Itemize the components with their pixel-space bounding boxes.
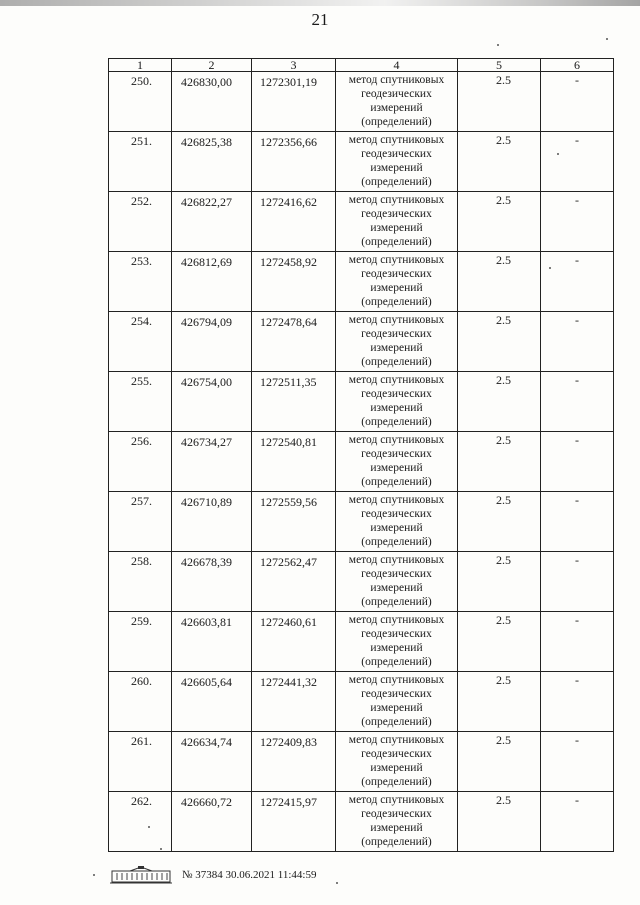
method-cell: метод спутниковых геодезических измерений (определений) (336, 792, 458, 852)
accuracy-cell: 2.5 (458, 732, 541, 792)
coordinate-y-cell: 1272559,56 (252, 492, 336, 552)
registry-building-stamp-icon (110, 866, 174, 884)
method-cell: метод спутниковых геодезических измерений (определений) (336, 192, 458, 252)
point-number-cell: 260. (109, 672, 172, 732)
coordinate-y-cell: 1272460,61 (252, 612, 336, 672)
table-row (109, 792, 614, 852)
point-number-cell: 258. (109, 552, 172, 612)
table-row (109, 492, 614, 552)
coordinate-x-cell: 426830,00 (172, 72, 252, 132)
coordinate-x-cell: 426734,27 (172, 432, 252, 492)
table-body (109, 72, 614, 852)
note-cell: - (541, 312, 614, 372)
coordinate-y-cell: 1272416,62 (252, 192, 336, 252)
coordinate-y-cell: 1272511,35 (252, 372, 336, 432)
point-number-cell: 251. (109, 132, 172, 192)
page-number: 21 (311, 10, 329, 29)
note-cell: - (541, 612, 614, 672)
note-cell: - (541, 372, 614, 432)
method-cell: метод спутниковых геодезических измерений (определений) (336, 252, 458, 312)
coordinate-x-cell: 426822,27 (172, 192, 252, 252)
coordinate-y-cell: 1272478,64 (252, 312, 336, 372)
note-cell: - (541, 192, 614, 252)
note-cell: - (541, 492, 614, 552)
table-row (109, 732, 614, 792)
coordinate-x-cell: 426825,38 (172, 132, 252, 192)
table-row (109, 552, 614, 612)
accuracy-cell: 2.5 (458, 252, 541, 312)
table-row (109, 372, 614, 432)
header-col-5: 5 (458, 59, 541, 72)
table-row (109, 192, 614, 252)
accuracy-cell: 2.5 (458, 492, 541, 552)
coordinate-x-cell: 426605,64 (172, 672, 252, 732)
coordinate-y-cell: 1272415,97 (252, 792, 336, 852)
coordinate-y-cell: 1272301,19 (252, 72, 336, 132)
note-cell: - (541, 552, 614, 612)
accuracy-cell: 2.5 (458, 372, 541, 432)
point-number-cell: 262. (109, 792, 172, 852)
coordinate-x-cell: 426710,89 (172, 492, 252, 552)
accuracy-cell: 2.5 (458, 792, 541, 852)
coordinate-y-cell: 1272356,66 (252, 132, 336, 192)
point-number-cell: 259. (109, 612, 172, 672)
method-cell: метод спутниковых геодезических измерений (определений) (336, 672, 458, 732)
accuracy-cell: 2.5 (458, 192, 541, 252)
table-row (109, 132, 614, 192)
coordinate-x-cell: 426794,09 (172, 312, 252, 372)
method-cell: метод спутниковых геодезических измерений (определений) (336, 312, 458, 372)
method-cell: метод спутниковых геодезических измерений (определений) (336, 612, 458, 672)
coordinate-x-cell: 426660,72 (172, 792, 252, 852)
coordinate-x-cell: 426812,69 (172, 252, 252, 312)
header-col-3: 3 (252, 59, 336, 72)
point-number-cell: 261. (109, 732, 172, 792)
header-col-2: 2 (172, 59, 252, 72)
table-row (109, 612, 614, 672)
scan-edge-shadow (0, 0, 640, 6)
header-col-1: 1 (109, 59, 172, 72)
method-cell: метод спутниковых геодезических измерений (определений) (336, 492, 458, 552)
coordinate-x-cell: 426754,00 (172, 372, 252, 432)
header-col-4: 4 (336, 59, 458, 72)
coordinates-table (108, 58, 614, 852)
note-cell: - (541, 72, 614, 132)
note-cell: - (541, 732, 614, 792)
table-row (109, 672, 614, 732)
header-col-6: 6 (541, 59, 614, 72)
accuracy-cell: 2.5 (458, 612, 541, 672)
method-cell: метод спутниковых геодезических измерений (определений) (336, 72, 458, 132)
coordinate-x-cell: 426678,39 (172, 552, 252, 612)
point-number-cell: 252. (109, 192, 172, 252)
table-row (109, 72, 614, 132)
point-number-cell: 253. (109, 252, 172, 312)
coordinate-y-cell: 1272458,92 (252, 252, 336, 312)
table-header-row (109, 59, 614, 72)
accuracy-cell: 2.5 (458, 72, 541, 132)
coordinate-y-cell: 1272540,81 (252, 432, 336, 492)
method-cell: метод спутниковых геодезических измерений (определений) (336, 132, 458, 192)
method-cell: метод спутниковых геодезических измерений (определений) (336, 432, 458, 492)
coordinate-y-cell: 1272409,83 (252, 732, 336, 792)
method-cell: метод спутниковых геодезических измерений (определений) (336, 732, 458, 792)
note-cell: - (541, 672, 614, 732)
coordinate-x-cell: 426634,74 (172, 732, 252, 792)
note-cell: - (541, 132, 614, 192)
note-cell: - (541, 432, 614, 492)
coordinate-y-cell: 1272441,32 (252, 672, 336, 732)
method-cell: метод спутниковых геодезических измерений (определений) (336, 552, 458, 612)
point-number-cell: 256. (109, 432, 172, 492)
registration-number-timestamp: № 37384 30.06.2021 11:44:59 (182, 869, 317, 881)
accuracy-cell: 2.5 (458, 312, 541, 372)
accuracy-cell: 2.5 (458, 552, 541, 612)
point-number-cell: 255. (109, 372, 172, 432)
point-number-cell: 254. (109, 312, 172, 372)
coordinate-x-cell: 426603,81 (172, 612, 252, 672)
note-cell: - (541, 792, 614, 852)
registration-footer (110, 866, 316, 884)
point-number-cell: 250. (109, 72, 172, 132)
accuracy-cell: 2.5 (458, 432, 541, 492)
note-cell: - (541, 252, 614, 312)
table-row (109, 432, 614, 492)
coordinate-y-cell: 1272562,47 (252, 552, 336, 612)
accuracy-cell: 2.5 (458, 672, 541, 732)
table-row (109, 252, 614, 312)
table-row (109, 312, 614, 372)
point-number-cell: 257. (109, 492, 172, 552)
accuracy-cell: 2.5 (458, 132, 541, 192)
method-cell: метод спутниковых геодезических измерений (определений) (336, 372, 458, 432)
